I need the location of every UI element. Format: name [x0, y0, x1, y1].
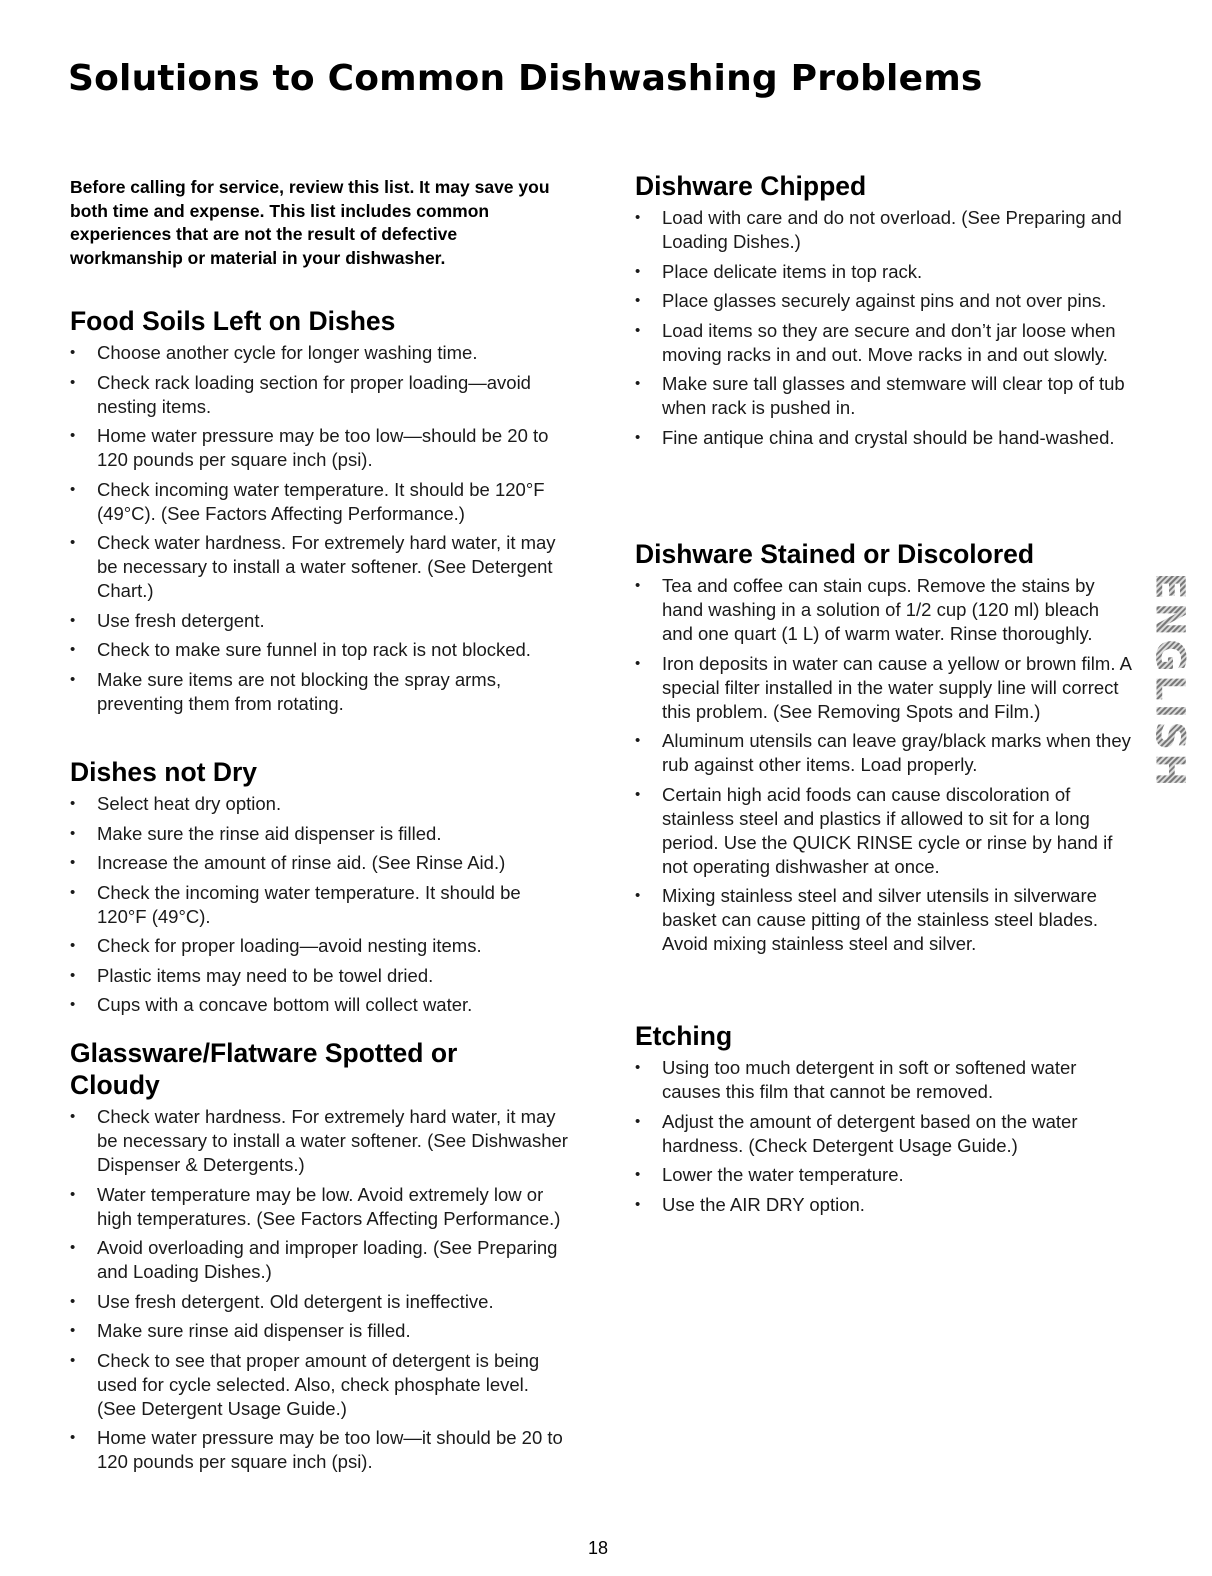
list-item: • Place glasses securely against pins and not over pins.	[635, 289, 1135, 313]
list-item: • Check water hardness. For extremely hard water, it may be necessary to install a water softener. (See Dishwasher Dispenser & Detergents.)	[70, 1105, 570, 1177]
section-etching	[635, 1020, 1135, 1222]
list-item: • Check rack loading section for proper loading—avoid nesting items.	[70, 371, 570, 419]
bullet-list	[70, 1105, 570, 1474]
section-heading: Glassware/Flatware Spotted or Cloudy	[70, 1038, 458, 1100]
list-item: • Cups with a concave bottom will collect water.	[70, 993, 570, 1017]
section-dishes-not-dry	[70, 756, 570, 1023]
section-heading: Food Soils Left on Dishes	[70, 306, 396, 336]
intro-paragraph: Before calling for service, review this list. It may save you both time and expense. This list includes common experiences that are not the result of defective workmanship or material in your dishwasher.	[70, 177, 550, 268]
list-item: • Home water pressure may be too low—should be 20 to 120 pounds per square inch (psi).	[70, 424, 570, 472]
list-item: • Use fresh detergent.	[70, 609, 570, 633]
section-heading: Dishware Stained or Discolored	[635, 539, 1035, 569]
list-item: • Select heat dry option.	[70, 792, 570, 816]
list-item: • Load with care and do not overload. (See Preparing and Loading Dishes.)	[635, 206, 1135, 254]
bullet-list	[635, 1056, 1135, 1217]
page-title: Solutions to Common Dishwashing Problems	[68, 58, 983, 99]
list-item: • Increase the amount of rinse aid. (See Rinse Aid.)	[70, 851, 570, 875]
language-label: ENGLISH	[1147, 572, 1194, 790]
list-item: • Fine antique china and crystal should be hand-washed.	[635, 426, 1135, 450]
language-side-tab	[1147, 566, 1194, 796]
list-item: • Choose another cycle for longer washing time.	[70, 341, 570, 365]
section-dishware-stained	[635, 538, 1135, 962]
list-item: • Check incoming water temperature. It should be 120°F (49°C). (See Factors Affecting Performance.)	[70, 478, 570, 526]
section-food-soils	[70, 305, 570, 721]
list-item: • Plastic items may need to be towel dried.	[70, 964, 570, 988]
list-item: • Use fresh detergent. Old detergent is ineffective.	[70, 1290, 570, 1314]
list-item: • Using too much detergent in soft or softened water causes this film that cannot be removed.	[635, 1056, 1135, 1104]
list-item: • Iron deposits in water can cause a yellow or brown film. A special filter installed in the water supply line will correct this problem. (See Removing Spots and Film.)	[635, 652, 1135, 724]
bullet-list	[635, 206, 1135, 450]
list-item: • Place delicate items in top rack.	[635, 260, 1135, 284]
section-heading: Dishes not Dry	[70, 757, 258, 787]
list-item: • Home water pressure may be too low—it should be 20 to 120 pounds per square inch (psi).	[70, 1426, 570, 1474]
list-item: • Certain high acid foods can cause discoloration of stainless steel and plastics if allowed to sit for a long period. Use the QUICK RINSE cycle or rinse by hand if not operating dishwasher at once.	[635, 783, 1135, 879]
list-item: • Check to see that proper amount of detergent is being used for cycle selected. Also, check phosphate level. (See Detergent Usage Guide.)	[70, 1349, 570, 1421]
list-item: • Load items so they are secure and don’t jar loose when moving racks in and out. Move racks in and out slowly.	[635, 319, 1135, 367]
section-heading: Dishware Chipped	[635, 171, 867, 201]
list-item: • Avoid overloading and improper loading. (See Preparing and Loading Dishes.)	[70, 1236, 570, 1284]
list-item: • Check the incoming water temperature. It should be 120°F (49°C).	[70, 881, 570, 929]
section-heading: Etching	[635, 1021, 733, 1051]
bullet-list	[70, 792, 570, 1017]
list-item: • Check water hardness. For extremely hard water, it may be necessary to install a water softener. (See Detergent Chart.)	[70, 531, 570, 603]
list-item: • Check for proper loading—avoid nesting items.	[70, 934, 570, 958]
list-item: • Use the AIR DRY option.	[635, 1193, 1135, 1217]
list-item: • Aluminum utensils can leave gray/black marks when they rub against other items. Load properly.	[635, 729, 1135, 777]
list-item: • Lower the water temperature.	[635, 1163, 1135, 1187]
bullet-list	[635, 574, 1135, 956]
section-glassware	[70, 1037, 568, 1480]
list-item: • Make sure the rinse aid dispenser is filled.	[70, 822, 570, 846]
list-item: • Make sure tall glasses and stemware will clear top of tub when rack is pushed in.	[635, 372, 1135, 420]
page-number: 18	[587, 1538, 609, 1558]
section-dishware-chipped	[635, 170, 1135, 455]
list-item: • Water temperature may be low. Avoid extremely low or high temperatures. (See Factors Affecting Performance.)	[70, 1183, 570, 1231]
list-item: • Adjust the amount of detergent based on the water hardness. (Check Detergent Usage Guide.)	[635, 1110, 1135, 1158]
list-item: • Make sure rinse aid dispenser is filled.	[70, 1319, 570, 1343]
list-item: • Make sure items are not blocking the spray arms, preventing them from rotating.	[70, 668, 570, 716]
list-item: • Mixing stainless steel and silver utensils in silverware basket can cause pitting of the stainless steel blades. Avoid mixing stainless steel and silver.	[635, 884, 1135, 956]
list-item: • Check to make sure funnel in top rack is not blocked.	[70, 638, 570, 662]
bullet-list	[70, 341, 570, 716]
list-item: • Tea and coffee can stain cups. Remove the stains by hand washing in a solution of 1/2 cup (120 ml) bleach and one quart (1 L) of warm water. Rinse thoroughly.	[635, 574, 1135, 646]
